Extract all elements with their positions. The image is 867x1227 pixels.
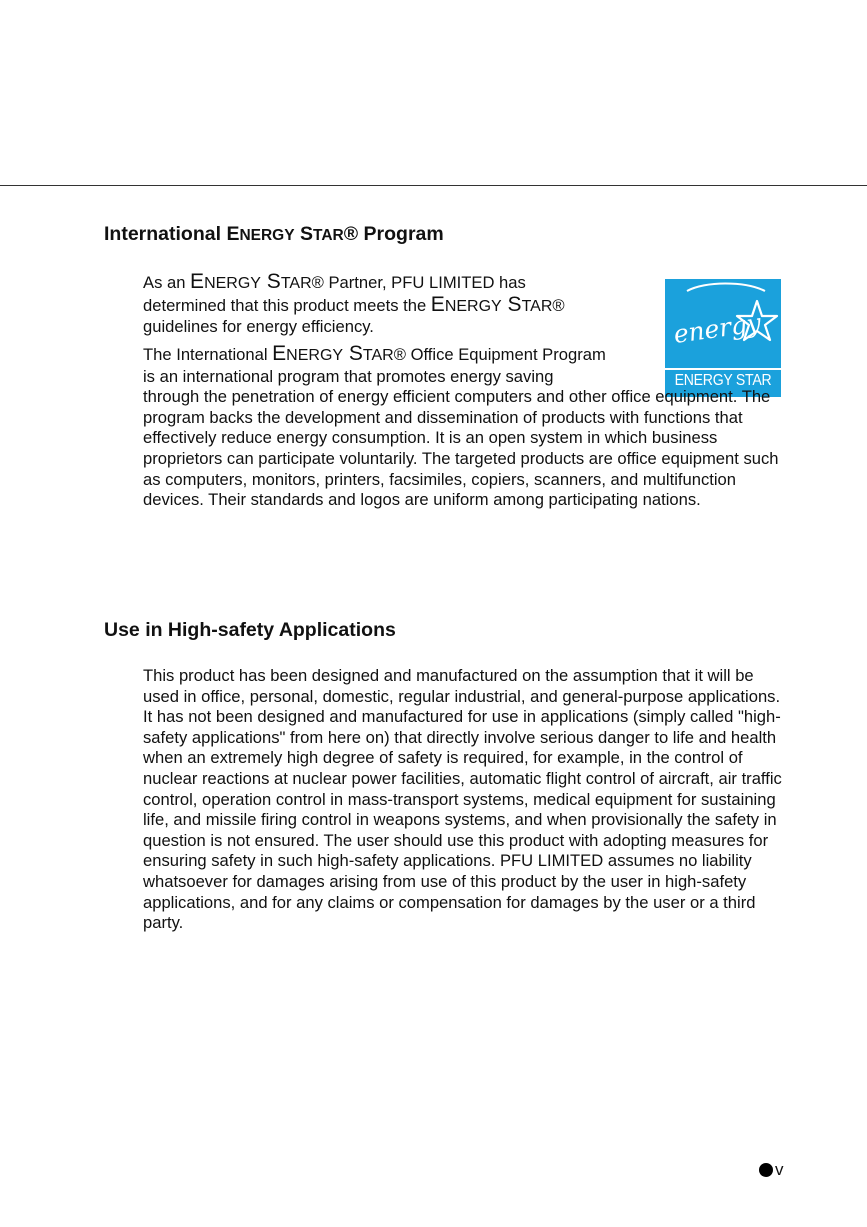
section-heading-energy-star: International ENERGY STAR® Program [104,223,444,245]
header-rule [0,185,867,186]
energy-star-program-paragraph: The International ENERGY STAR® Office Equipment Program is an international program that promotes energy saving through the penetration of energy efficient computers and other office equipment. The program backs the development and dissemination of products with functions that effectively reduce energy consumption. It is an open system in which business proprietors can participate voluntarily. The targeted products are office equipment such as computers, monitors, printers, facsimiles, copiers, scanners, and multifunction devices. Their standards and logos are uniform among participating nations. [143,342,779,510]
page-number-text: v [775,1160,784,1179]
energy-star-label: ENERGY STAR [674,372,772,389]
energy-star-partner-paragraph: As an ENERGY STAR® Partner, PFU LIMITED has determined that this product meets the ENERGY STAR® guidelines for energy efficiency. [143,270,565,337]
page-number [759,1160,784,1180]
section-heading-high-safety: Use in High-safety Applications [104,619,396,641]
energy-script-text: energy [671,308,763,349]
high-safety-paragraph: This product has been designed and manufactured on the assumption that it will be used in office, personal, domestic, regular industrial, and general-purpose applications. It has not been designed and manufactured for use in applications (simply called "high-safety applications" from here on) that directly involve serious danger to life and health when an extremely high degree of safety is required, for example, in the control of nuclear reactions at nuclear power facilities, automatic flight control of aircraft, air traffic control, operation control in mass-transport systems, medical equipment for sustaining life, and missile firing control in weapons systems, and when provisionally the safety in question is not ensured. The user should use this product with adopting measures for ensuring safety in such high-safety applications. PFU LIMITED assumes no liability whatsoever for damages arising from use of this product by the user in high-safety applications, and for any claims or compensation for damages by the user or a third party. [143,666,782,933]
bullet-icon [759,1163,773,1177]
